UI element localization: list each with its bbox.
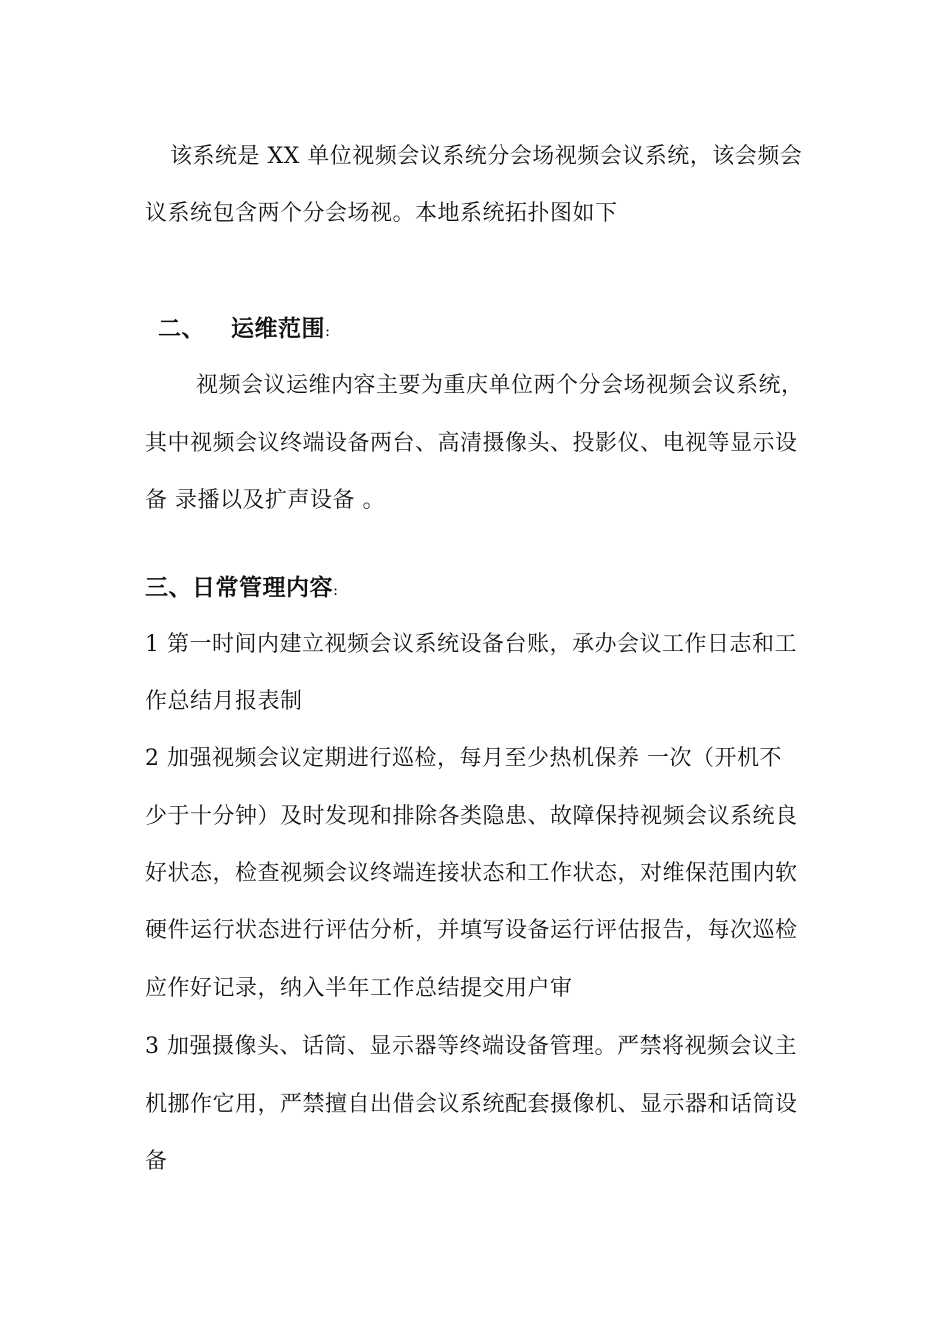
item-3-line-1: 3 加强摄像头、话筒、显示器等终端设备管理。严禁将视频会议主 <box>145 1034 797 1059</box>
item-2-line-2: 少于十分钟）及时发现和排除各类隐患、故障保持视频会议系统良 <box>145 804 798 829</box>
section-3-colon: : <box>333 581 339 599</box>
section-2-heading <box>158 314 331 346</box>
section-2-line-3: 备 录播以及扩声设备 。 <box>145 488 385 513</box>
section-2-title: 运维范围 <box>231 315 325 342</box>
item-3-line-3: 备 <box>145 1149 168 1174</box>
section-3-title: 三、日常管理内容 <box>145 574 333 601</box>
section-2-number: 二、 <box>158 315 205 342</box>
item-2-line-3: 好状态，检查视频会议终端连接状态和工作状态，对维保范围内软 <box>145 861 798 886</box>
intro-line-1: 该系统是 XX 单位视频会议系统分会场视频会议系统，该会频会 <box>170 144 803 169</box>
section-2-line-1: 视频会议运维内容主要为重庆单位两个分会场视频会议系统， <box>196 373 804 398</box>
item-2-line-4: 硬件运行状态进行评估分析，并填写设备运行评估报告，每次巡检 <box>145 918 798 943</box>
section-2-line-2: 其中视频会议终端设备两台、高清摄像头、投影仪、电视等显示设 <box>145 431 798 456</box>
item-1-line-1: 1 第一时间内建立视频会议系统设备台账，承办会议工作日志和工 <box>145 632 797 657</box>
item-2-line-1: 2 加强视频会议定期进行巡检，每月至少热机保养 一次（开机不 <box>145 746 782 771</box>
section-2-colon: : <box>325 322 331 340</box>
item-1-line-2: 作总结月报表制 <box>145 689 303 714</box>
item-3-line-2: 机挪作它用，严禁擅自出借会议系统配套摄像机、显示器和话筒设 <box>145 1092 798 1117</box>
intro-line-2: 议系统包含两个分会场视。本地系统拓扑图如下 <box>145 201 618 226</box>
item-2-line-5: 应作好记录，纳入半年工作总结提交用户审 <box>145 976 573 1001</box>
section-3-heading <box>145 573 339 605</box>
